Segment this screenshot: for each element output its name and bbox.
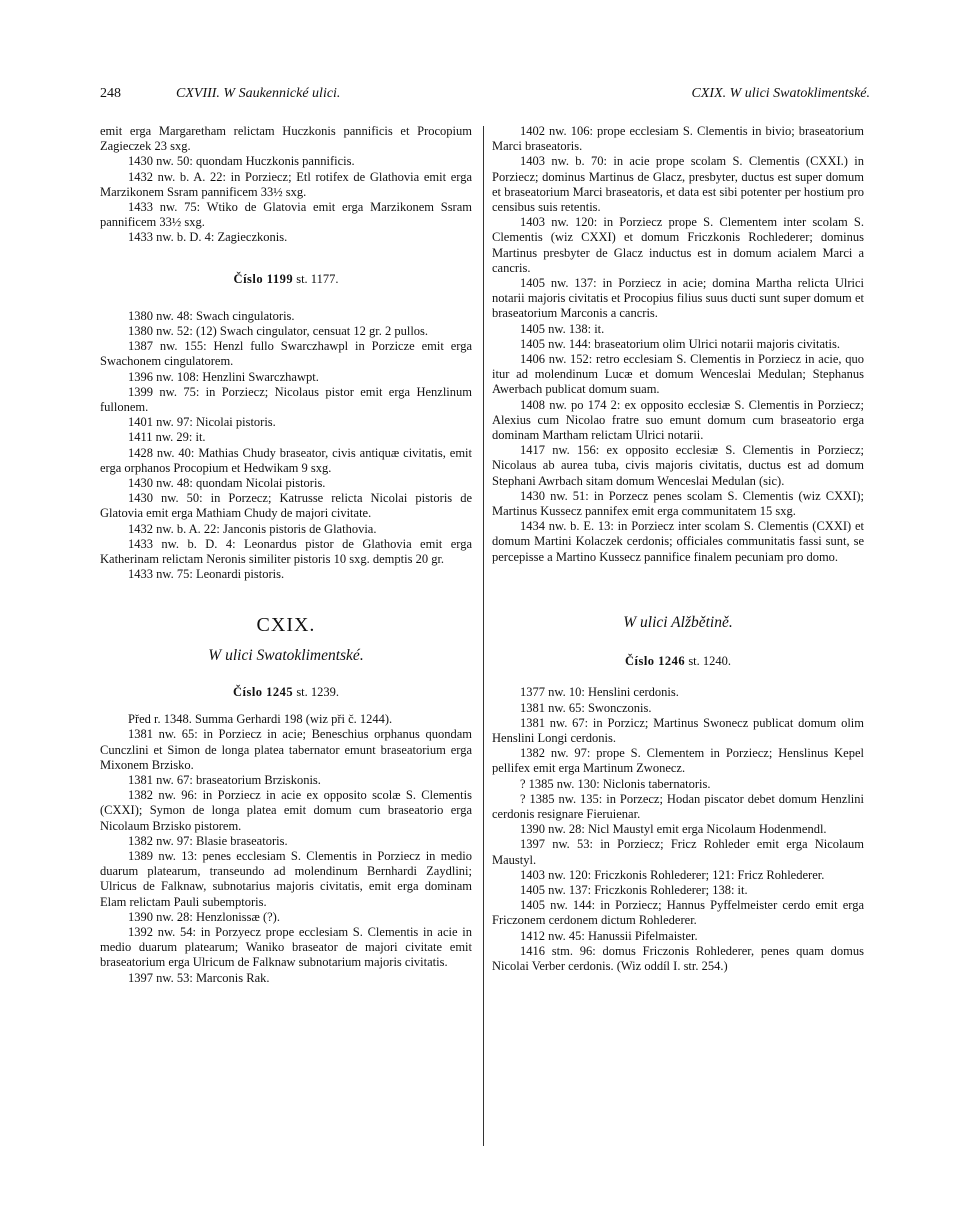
entry: 1390 nw. 28: Henzlonissæ (?). — [128, 909, 280, 924]
entry: 1381 nw. 67: in Porzicz; Martinus Swonecz publicat domum olim Henslini Longi cerdonis. — [492, 715, 864, 745]
entry: 1405 nw. 144: braseatorium olim Ulrici notarii majoris civitatis. — [520, 336, 840, 351]
entry: 1382 nw. 96: in Porziecz in acie ex opposito scolæ S. Clementis (CXXI); Symon de longa platea emit domum cum braseatorio erga Nicolaum Brzisko pistorem. — [100, 788, 472, 833]
entry: 1408 nw. po 174 2: ex opposito ecclesiæ S. Clementis in Porziecz; Alexius cum Nicolao fratre suo emunt domum cum braseatorio erga dominam Martham relictam Ulrici notarii. — [492, 397, 864, 443]
running-title-left: CXVIII. W Saukennické ulici. — [176, 86, 341, 101]
running-title-right: CXIX. W ulici Swatoklimentské. — [691, 86, 870, 101]
chapter-title: W ulici Swatoklimentské. — [208, 646, 364, 664]
entry: 1405 nw. 137: in Porziecz in acie; domina Martha relicta Ulrici notarii majoris civitatis et Procopius filius suus ducti sunt super domum et braseatorium Marconis a cancris. — [492, 276, 864, 321]
entry: 1401 nw. 97: Nicolai pistoris. — [128, 415, 276, 430]
entry: 1387 nw. 155: Henzl fullo Swarczhawpl in Porzicze emit erga Swachonem cingulatorem. — [100, 339, 472, 369]
entry: 1389 nw. 13: penes ecclesiam S. Clementis in Porziecz in medio duarum platearum, transeundo ad molendinum Bernhardi Zaydlini; Ulricus de Falknaw, subnotarius majoris civitatis, emit erga dominam Elam relictam Pauli subemptoris. — [100, 848, 472, 909]
chapter-number: CXIX. — [256, 614, 316, 637]
entry: 1381 nw. 67: braseatorium Brziskonis. — [128, 772, 321, 787]
entry: 1433 nw. b. D. 4: Leonardus pistor de Glathovia emit erga Katherinam relictam Neronis similiter pistoris 10 sxg. demptis 20 gr. — [100, 536, 472, 567]
entry: ? 1385 nw. 130: Niclonis tabernatoris. — [520, 776, 711, 791]
entry: 1430 nw. 48: quondam Nicolai pistoris. — [128, 476, 326, 491]
section-old-number: st. 1240. — [688, 654, 732, 669]
entry: Před r. 1348. Summa Gerhardi 198 (wiz při č. 1244). — [128, 712, 393, 727]
entry: 1430 nw. 51: in Porzecz penes scolam S. Clementis (wiz CXXI); Martinus Kussecz pannifex emit erga communitatem 15 sxg. — [492, 488, 864, 519]
entry: 1397 nw. 53: in Porziecz; Fricz Rohleder emit erga Nicolaum Maustyl. — [492, 837, 864, 867]
left-column — [100, 124, 472, 986]
entry: 1412 nw. 45: Hanussii Pifelmaister. — [520, 928, 698, 943]
entry: 1380 nw. 52: (12) Swach cingulator, censuat 12 gr. 2 pullos. — [128, 324, 429, 339]
entry: 1396 nw. 108: Henzlini Swarczhawpt. — [128, 369, 319, 384]
entry: 1430 nw. 50: in Porzecz; Katrusse relicta Nicolai pistoris de Glatovia emit erga Mathiam Chudy de majori civitate. — [100, 491, 472, 521]
running-head — [100, 86, 870, 108]
entry: 1390 nw. 28: Nicl Maustyl emit erga Nicolaum Hodenmendl. — [520, 822, 827, 837]
street-subheading: W ulici Alžbětině. — [623, 613, 733, 631]
paragraph: 1432 nw. b. A. 22: in Porziecz; Etl rotifex de Glathovia emit erga Marzikonem Ssram pannificem 33½ sxg. — [100, 169, 472, 199]
entry: 1403 nw. 120: in Porziecz prope S. Clementem inter scolam S. Clementis (wiz CXXI) et domum Friczkonis Rochlederer; dominus Martinus presbyter de Glacz inductus est in domum acialem Marci a cancris. — [492, 215, 864, 275]
entry: 1417 nw. 156: ex opposito ecclesiæ S. Clementis in Porziecz; Nicolaus ab aurea tuba, civis majoris civitatis, ductus est ad domum Stephani Awrbach sitam domum Wenceslai Medulan (sic). — [492, 443, 864, 488]
page-number: 248 — [100, 86, 121, 101]
entry: 1381 nw. 65: Swonczonis. — [520, 700, 652, 715]
section-old-number: st. 1177. — [296, 271, 339, 286]
entry: 1411 nw. 29: it. — [128, 430, 206, 445]
entry: 1434 nw. b. E. 13: in Porziecz inter scolam S. Clementis (CXXI) et domum Martini Kolaczek cerdonis; officiales communitatis fassi sunt, se percepisse a Martino Kussecz pannifice finalem pecuniam pro domo. — [492, 519, 864, 564]
section-heading — [100, 272, 472, 287]
section-heading — [100, 685, 472, 700]
entry: 1382 nw. 97: prope S. Clementem in Porziecz; Henslinus Kepel pellifex emit erga Martinum Zwonecz. — [492, 746, 864, 776]
entry: 1399 nw. 75: in Porziecz; Nicolaus pistor emit erga Henzlinum fullonem. — [100, 384, 472, 415]
entry: ? 1385 nw. 135: in Porzecz; Hodan piscator debet domum Henzlini cerdonis resignare Fieruienar. — [492, 791, 864, 821]
entry: 1392 nw. 54: in Porzyecz prope ecclesiam S. Clementis in acie in medio duarum platearum; Waniko braseator de majori civitate emit braseatorium erga Ulricum de Falknaw subnotarium majoris civitatis. — [100, 924, 472, 970]
column-divider — [483, 126, 484, 1146]
paragraph: 1430 nw. 50: quondam Huczkonis pannificis. — [128, 154, 355, 169]
entry: 1380 nw. 48: Swach cingulatoris. — [128, 308, 295, 323]
entry: 1403 nw. 120: Friczkonis Rohlederer; 121: Fricz Rohlederer. — [520, 867, 825, 882]
entry: 1381 nw. 65: in Porziecz in acie; Beneschius orphanus quondam Cunczlini et Simon de longa platea tabernator emunt braseatorium erga Mixonem Brzisko. — [100, 727, 472, 772]
paragraph: 1433 nw. b. D. 4: Zagieczkonis. — [128, 230, 288, 245]
entry: 1403 nw. b. 70: in acie prope scolam S. Clementis (CXXI.) in Porziecz; dominus Martinus de Glacz, presbyter, ductus est super domum et braseatorium Marci braseatoris, et data est sibi potenter per hostium pro censibus suis retentis. — [492, 154, 864, 215]
entry: 1402 nw. 106: prope ecclesiam S. Clementis in bivio; braseatorium Marci braseatoris. — [492, 124, 864, 154]
right-column — [492, 124, 864, 974]
entry: 1432 nw. b. A. 22: Janconis pistoris de Glathovia. — [128, 521, 377, 536]
entry: 1406 nw. 152: retro ecclesiam S. Clementis in Porziecz in acie, quo itur ad molendinum Lucæ et domum Wenceslai Medulan; Stephanus Awerbach publicat domum suam. — [492, 352, 864, 397]
section-old-number: st. 1239. — [296, 684, 340, 699]
entry: 1405 nw. 138: it. — [520, 321, 605, 336]
entry: 1405 nw. 144: in Porziecz; Hannus Pyffelmeister cerdo emit erga Friczonem cerdonem dictum Rohlederer. — [492, 898, 864, 928]
entry: 1397 nw. 53: Marconis Rak. — [128, 970, 270, 985]
section-number: Číslo 1245 — [232, 684, 294, 699]
entry: 1416 stm. 96: domus Friczonis Rohlederer, penes quam domus Nicolai Verber cerdonis. (Wiz oddíl I. str. 254.) — [492, 943, 864, 973]
entry: 1433 nw. 75: Leonardi pistoris. — [128, 567, 285, 582]
paragraph: emit erga Margaretham relictam Huczkonis pannificis et Procopium Zagieczek 23 sxg. — [100, 124, 472, 154]
entry: 1428 nw. 40: Mathias Chudy braseator, civis antiquæ civitatis, emit erga orphanos Procopium et Hedwikam 9 sxg. — [100, 445, 472, 475]
entry: 1382 nw. 97: Blasie braseatoris. — [128, 833, 288, 848]
section-number: Číslo 1199 — [233, 271, 294, 286]
entry: 1377 nw. 10: Henslini cerdonis. — [520, 685, 679, 700]
section-heading — [492, 654, 864, 669]
paragraph: 1433 nw. 75: Wtiko de Glatovia emit erga Marzikonem Ssram pannificem 33½ sxg. — [100, 200, 472, 230]
entry: 1405 nw. 137: Friczkonis Rohlederer; 138: it. — [520, 882, 748, 897]
section-number: Číslo 1246 — [624, 654, 686, 669]
